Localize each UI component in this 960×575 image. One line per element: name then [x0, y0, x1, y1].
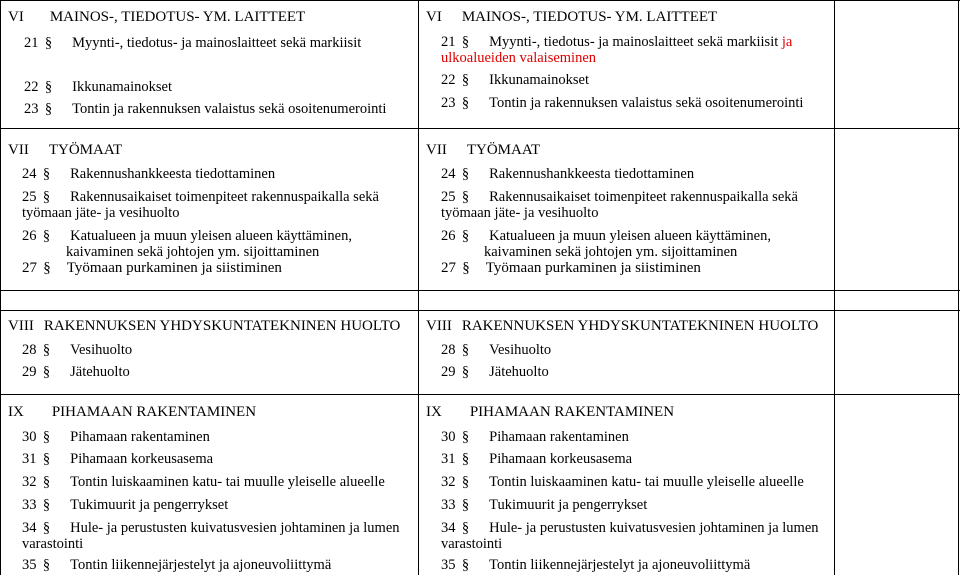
list-item: 30 § Pihamaan rakentaminen — [441, 429, 629, 445]
list-item: 29 § Jätehuolto — [441, 364, 549, 380]
section-heading: VI MAINOS-, TIEDOTUS- YM. LAITTEET — [426, 9, 718, 25]
list-item: 35 § Tontin liikennejärjestelyt ja ajoneuvoliittymä — [441, 557, 751, 573]
list-item-continued: kaivaminen sekä johtojen ym. sijoittaminen — [484, 244, 738, 260]
added-text: ulkoalueiden valaiseminen — [441, 50, 597, 66]
table-border — [958, 0, 959, 575]
list-item: 21 § Myynti-, tiedotus- ja mainoslaitteet sekä markiisit — [24, 35, 362, 51]
list-item: 33 § Tukimuurit ja pengerrykset — [22, 497, 229, 513]
column-divider — [834, 0, 835, 575]
added-text: ja — [781, 34, 793, 50]
list-item: 31 § Pihamaan korkeusasema — [22, 451, 214, 467]
section-heading: IX PIHAMAAN RAKENTAMINEN — [426, 404, 675, 420]
list-item: 23 § Tontin ja rakennuksen valaistus sekä osoitenumerointi — [24, 101, 387, 117]
column-divider — [418, 0, 419, 575]
list-item: 24 § Rakennushankkeesta tiedottaminen — [22, 166, 276, 182]
list-item: 26 § Katualueen ja muun yleisen alueen käyttäminen, — [22, 228, 352, 244]
table-divider — [0, 310, 960, 311]
list-item: 29 § Jätehuolto — [22, 364, 130, 380]
table-divider — [0, 128, 960, 129]
list-item: 32 § Tontin luiskaaminen katu- tai muulle yleiselle alueelle — [441, 474, 804, 490]
list-item: 25 § Rakennusaikaiset toimenpiteet rakennuspaikalla sekä — [22, 189, 379, 205]
section-heading: VIII RAKENNUKSEN YHDYSKUNTATEKNINEN HUOLTO — [426, 318, 819, 334]
table-divider — [0, 290, 960, 291]
list-item: 27 § Työmaan purkaminen ja siistiminen — [22, 260, 282, 276]
list-item: 23 § Tontin ja rakennuksen valaistus sekä osoitenumerointi — [441, 95, 804, 111]
list-item-continued: kaivaminen sekä johtojen ym. sijoittaminen — [66, 244, 320, 260]
list-item: 28 § Vesihuolto — [22, 342, 133, 358]
list-item: 21 § Myynti-, tiedotus- ja mainoslaitteet sekä markiisit ja — [441, 34, 793, 50]
list-item: 33 § Tukimuurit ja pengerrykset — [441, 497, 648, 513]
list-item: 25 § Rakennusaikaiset toimenpiteet rakennuspaikalla sekä — [441, 189, 798, 205]
list-item-continued: varastointi — [441, 536, 503, 552]
list-item: 24 § Rakennushankkeesta tiedottaminen — [441, 166, 695, 182]
list-item: 28 § Vesihuolto — [441, 342, 552, 358]
list-item-continued: varastointi — [22, 536, 84, 552]
section-heading: VII TYÖMAAT — [426, 142, 541, 158]
list-item-continued: työmaan jäte- ja vesihuolto — [22, 205, 180, 221]
list-item: 30 § Pihamaan rakentaminen — [22, 429, 210, 445]
list-item: 31 § Pihamaan korkeusasema — [441, 451, 633, 467]
list-item: 35 § Tontin liikennejärjestelyt ja ajoneuvoliittymä — [22, 557, 332, 573]
list-item: 22 § Ikkunamainokset — [24, 79, 172, 95]
list-item: 22 § Ikkunamainokset — [441, 72, 589, 88]
table-divider — [0, 394, 960, 395]
list-item: 27 § Työmaan purkaminen ja siistiminen — [441, 260, 701, 276]
list-item: 34 § Hule- ja perustusten kuivatusvesien johtaminen ja lumen — [441, 520, 819, 536]
table-border — [0, 0, 1, 575]
list-item: 34 § Hule- ja perustusten kuivatusvesien johtaminen ja lumen — [22, 520, 400, 536]
section-heading: VII TYÖMAAT — [8, 142, 123, 158]
list-item: 32 § Tontin luiskaaminen katu- tai muulle yleiselle alueelle — [22, 474, 385, 490]
section-heading: IX PIHAMAAN RAKENTAMINEN — [8, 404, 257, 420]
list-item: 26 § Katualueen ja muun yleisen alueen käyttäminen, — [441, 228, 771, 244]
table-border — [0, 0, 960, 1]
list-item-continued: työmaan jäte- ja vesihuolto — [441, 205, 599, 221]
section-heading: VIII RAKENNUKSEN YHDYSKUNTATEKNINEN HUOLTO — [8, 318, 401, 334]
section-heading: VI MAINOS-, TIEDOTUS- YM. LAITTEET — [8, 9, 306, 25]
